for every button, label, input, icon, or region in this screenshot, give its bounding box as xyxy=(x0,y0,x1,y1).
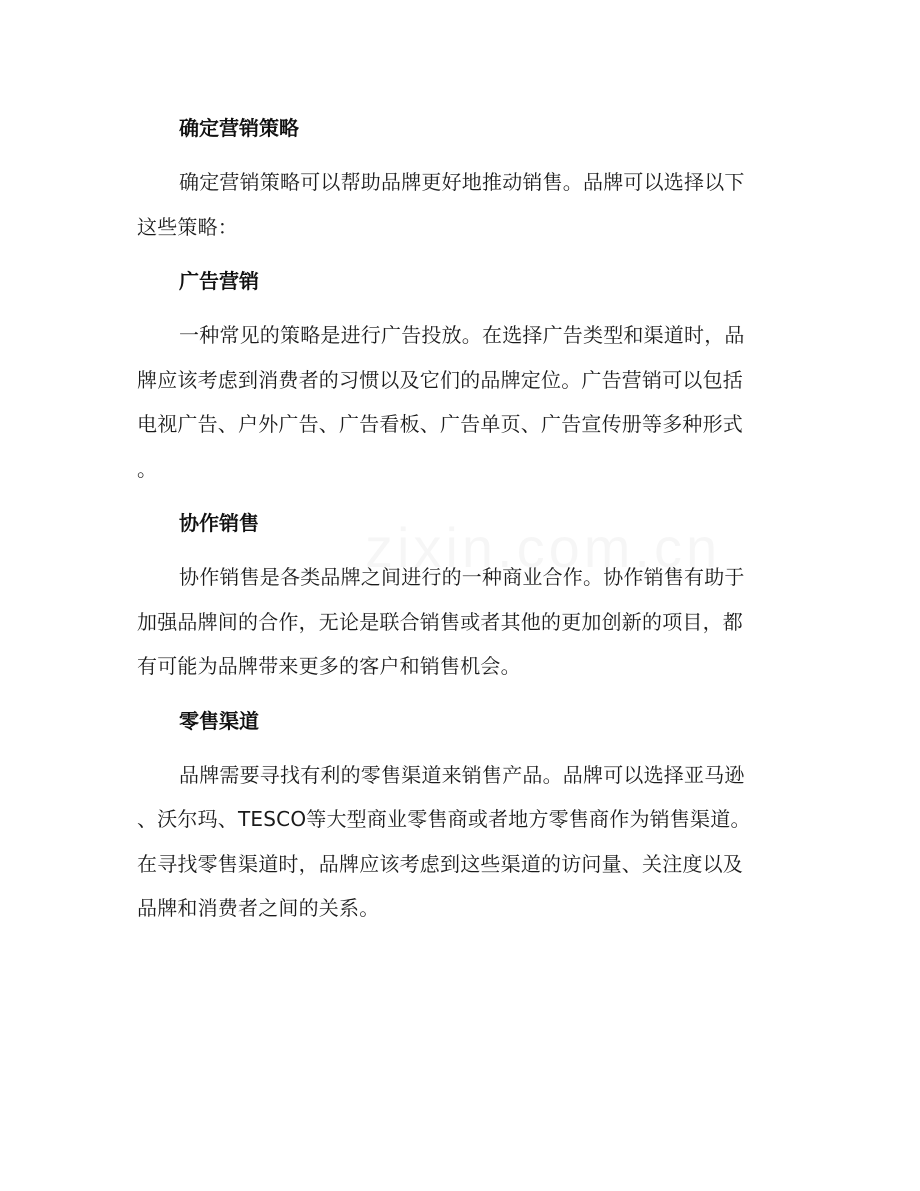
paragraph-line: 。 xyxy=(137,456,158,481)
section-marketing-strategy xyxy=(137,104,771,249)
section-collaborative-sales xyxy=(137,499,771,689)
paragraph-line: 品牌和消费者之间的关系。 xyxy=(137,896,380,920)
paragraph-line: 这些策略： xyxy=(137,214,238,239)
section-retail-channels xyxy=(137,697,771,931)
section-heading: 广告营销 xyxy=(179,269,259,293)
paragraph-line: 有可能为品牌带来更多的客户和销售机会。 xyxy=(137,654,521,678)
section-paragraph xyxy=(137,313,771,491)
section-heading: 协作销售 xyxy=(179,511,259,535)
paragraph-line: 加强品牌间的合作，无论是联合销售或者其他的更加创新的项目，都 xyxy=(137,609,743,634)
paragraph-line: 协作销售是各类品牌之间进行的一种商业合作。协作销售有助于 xyxy=(179,565,745,589)
section-heading: 确定营销策略 xyxy=(179,116,299,140)
paragraph-line: 、沃尔玛、TESCO等大型商业零售商或者地方零售商作为销售渠道。 xyxy=(137,807,751,831)
paragraph-line: 在寻找零售渠道时，品牌应该考虑到这些渠道的访问量、关注度以及 xyxy=(137,851,743,876)
section-paragraph xyxy=(137,555,771,689)
paragraph-line: 牌应该考虑到消费者的习惯以及它们的品牌定位。广告营销可以包括 xyxy=(137,367,743,392)
section-heading: 零售渠道 xyxy=(179,708,259,733)
paragraph-line: 品牌需要寻找有利的零售渠道来销售产品。品牌可以选择亚马逊 xyxy=(179,762,745,787)
section-paragraph xyxy=(137,753,771,931)
paragraph-line: 确定营销策略可以帮助品牌更好地推动销售。品牌可以选择以下 xyxy=(179,170,745,194)
section-paragraph xyxy=(137,160,771,249)
paragraph-line: 电视广告、户外广告、广告看板、广告单页、广告宣传册等多种形式 xyxy=(137,412,743,436)
section-advertising xyxy=(137,257,771,491)
paragraph-line: 一种常见的策略是进行广告投放。在选择广告类型和渠道时，品 xyxy=(179,323,745,347)
document-body xyxy=(137,104,771,939)
